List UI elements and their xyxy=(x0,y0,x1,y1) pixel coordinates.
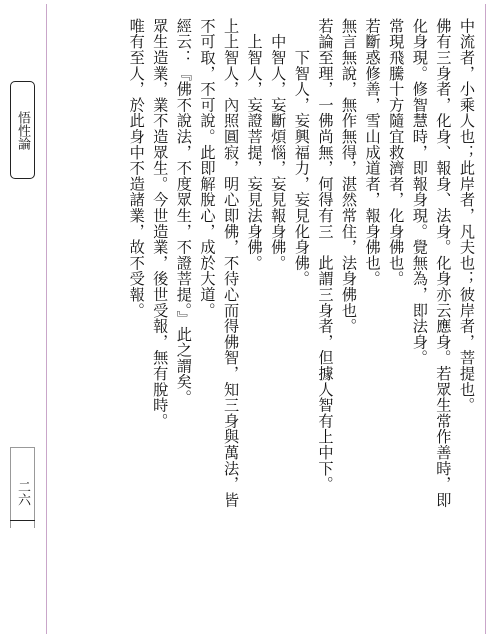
page-number: 二六 xyxy=(15,480,30,506)
text-line: 上上智人，內照圓寂，明心即佛，不待心而得佛智，知三身與萬法，皆 xyxy=(222,18,241,508)
text-line: 不可取，不可說。此即解脫心，成於大道。 xyxy=(198,18,217,319)
page-number-tab xyxy=(10,447,35,528)
text-line: 化身現。修智慧時，即報身現。覺無為，即法身。 xyxy=(410,18,429,366)
text-line: 眾生造業，業不造眾生。今世造業，後世受報，無有脫時。 xyxy=(151,18,170,429)
body-text xyxy=(52,18,478,628)
side-tab-title: 悟性論 xyxy=(15,110,30,150)
page-number-rule xyxy=(10,520,35,521)
text-line: 中智人，妄斷煩惱，妄見報身佛。 xyxy=(269,18,288,271)
text-line: 中流者，小乘人也；此岸者，凡夫也；彼岸者，菩提也。 xyxy=(458,18,476,413)
text-line: 無言無說，無作無得，湛然常住，法身佛也。 xyxy=(340,18,359,334)
text-line: 唯有至人，於此身中不造諸業，故不受報。 xyxy=(127,18,146,319)
text-line: 經云：『佛不說法，不度眾生，不證菩提。』此之謂矣。 xyxy=(174,18,193,406)
text-line: 若斷惑修善，雪山成道者，報身佛也。 xyxy=(363,18,382,287)
text-line: 若論至理，一佛尚無，何得有三 此謂三身者，但據人智有上中下。 xyxy=(316,18,335,492)
side-tab xyxy=(10,81,35,179)
text-line: 佛有三身者，化身、報身、法身。化身亦云應身。若眾生常作善時，即 xyxy=(434,18,453,508)
text-line: 下智人，妄興福力，妄見化身佛。 xyxy=(292,18,311,287)
text-line: 上智人，妄證菩提，妄見法身佛。 xyxy=(245,18,264,271)
text-line: 常現飛騰十方隨宜救濟者，化身佛也。 xyxy=(387,18,406,287)
